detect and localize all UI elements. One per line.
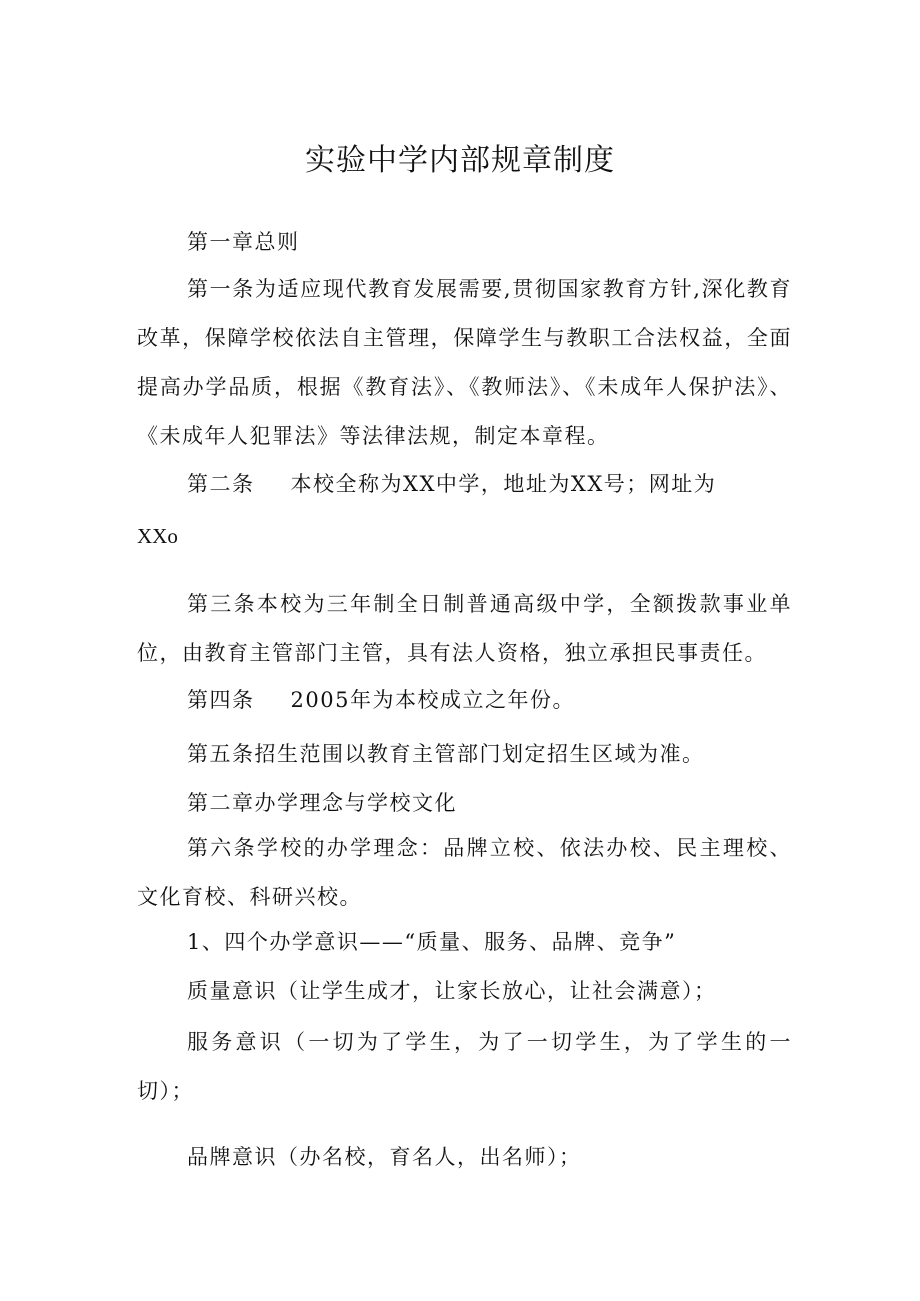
article-2: [137, 460, 792, 509]
article-2-label: 第二条: [187, 472, 255, 496]
article-2-body: 本校全称为XX中学，地址为XX号；网址为: [290, 472, 717, 496]
article-1: 第一条为适应现代教育发展需要,贯彻国家教育方针,深化教育改革，保障学校依法自主管理，保障学生与教职工合法权益，全面提高办学品质，根据《教育法》、《教师法》、《未成年人保护法》、《未成年人犯罪法》等法律法规，制定本章程。: [137, 277, 792, 448]
chapter-2-heading: 第二章办学理念与学校文化: [187, 791, 457, 815]
quality-awareness: 质量意识（让学生成才，让家长放心，让社会满意）；: [187, 979, 717, 1003]
article-5: 第五条招生范围以教育主管部门划定招生区域为准。: [187, 742, 705, 766]
article-3: 第三条本校为三年制全日制普通高级中学，全额拨款事业单位，由教育主管部门主管，具有法人资格，独立承担民事责任。: [137, 592, 792, 665]
service-awareness: 服务意识（一切为了学生，为了一切学生，为了学生的一切）；: [137, 1030, 792, 1103]
document-title: 实验中学内部规章制度: [305, 143, 615, 178]
article-2-continuation: XXo: [137, 524, 178, 548]
article-4: [137, 676, 792, 725]
article-4-label: 第四条: [187, 688, 255, 712]
chapter-1-heading: 第一章总则: [187, 230, 300, 254]
article-4-body: 2005年为本校成立之年份。: [290, 688, 575, 712]
article-6: 第六条学校的办学理念：品牌立校、依法办校、民主理校、文化育校、科研兴校。: [137, 836, 792, 909]
brand-awareness: 品牌意识（办名校，育名人，出名师）；: [187, 1145, 582, 1169]
item-1: 1、四个办学意识——“质量、服务、品牌、竞争”: [187, 930, 677, 954]
